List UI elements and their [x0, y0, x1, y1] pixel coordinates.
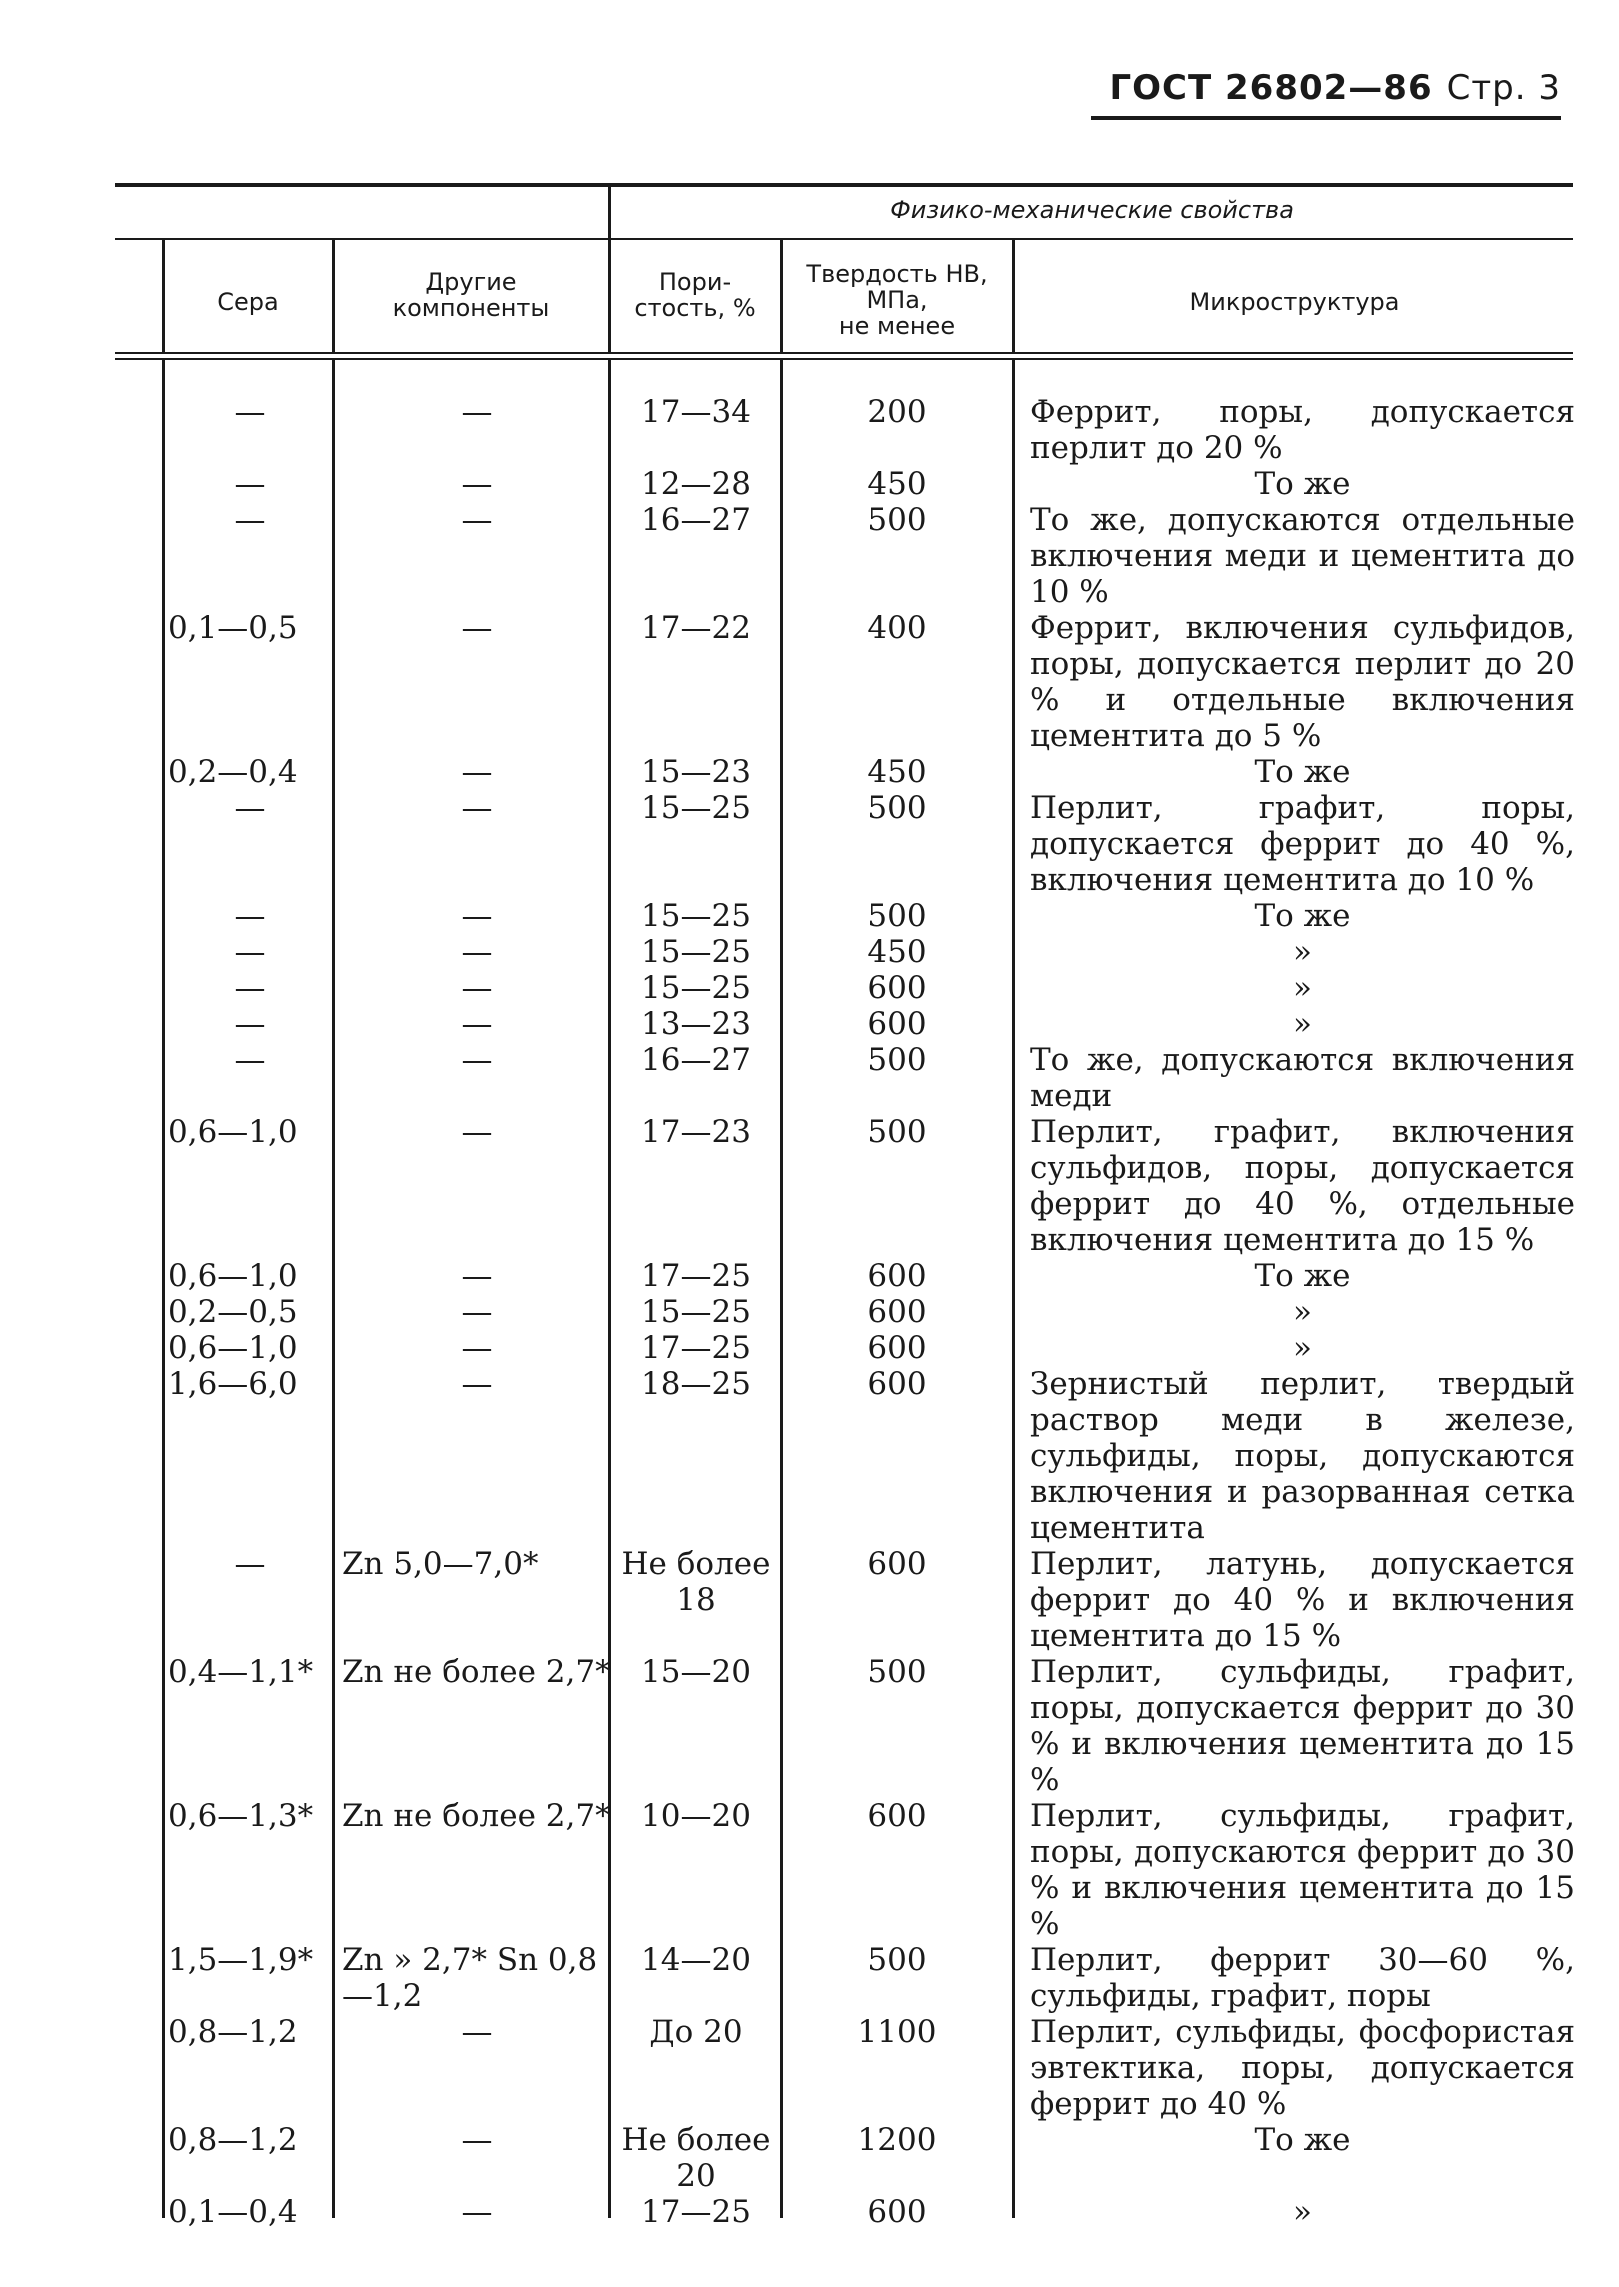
cell-micro: Перлит, сульфиды, фосфористая эвтектика, поры, допускается феррит до 40 % [1030, 2014, 1575, 2122]
cell-hard: 600 [867, 1006, 927, 1042]
cell-sulfur: 0,2—0,4 [168, 754, 298, 790]
cell-por: 17—25 [641, 1258, 751, 1294]
column-divider [780, 360, 783, 2218]
cell-sulfur: — [234, 1006, 266, 1042]
cell-por: 17—25 [641, 2194, 751, 2230]
cell-sulfur: — [234, 970, 266, 1006]
cell-other: — [461, 1006, 493, 1042]
cell-hard: 600 [867, 1258, 927, 1294]
cell-sulfur: — [234, 502, 266, 538]
cell-micro: Зернистый перлит, твердый раствор меди в железе, сульфиды, поры, допускаются включения и разорванная сетка цементита [1030, 1366, 1575, 1546]
cell-other: — [461, 934, 493, 970]
cell-micro: То же, допускаются отдельные включения меди и цементита до 10 % [1030, 502, 1575, 610]
cell-micro: Перлит, сульфиды, графит, поры, допускается феррит до 30 % и включения цементита до 15 % [1030, 1654, 1575, 1798]
cell-sulfur: 0,6—1,0 [168, 1258, 298, 1294]
cell-por: 15—23 [641, 754, 751, 790]
page-number: Стр. 3 [1446, 68, 1561, 108]
cell-hard: 600 [867, 2194, 927, 2230]
cell-por: 15—25 [641, 970, 751, 1006]
cell-por: 17—34 [641, 394, 751, 430]
cell-hard: 200 [867, 394, 927, 430]
cell-sulfur: — [234, 934, 266, 970]
column-divider [1012, 360, 1015, 2218]
column-divider [332, 360, 335, 2218]
cell-micro: То же [1254, 466, 1351, 502]
cell-other: Zn 5,0—7,0* [342, 1546, 539, 1582]
cell-por: 12—28 [641, 466, 751, 502]
cell-other: — [461, 502, 493, 538]
table-top-rule [115, 183, 1573, 187]
cell-hard: 600 [867, 1330, 927, 1366]
cell-micro: Феррит, включения сульфидов, поры, допускается перлит до 20 % и отдельные включения цементита до 5 % [1030, 610, 1575, 754]
cell-por: 16—27 [641, 502, 751, 538]
cell-micro: » [1293, 2194, 1312, 2230]
cell-micro: Перлит, сульфиды, графит, поры, допускаются феррит до 30 % и включения цементита до 15 % [1030, 1798, 1575, 1942]
cell-sulfur: 1,6—6,0 [168, 1366, 298, 1402]
cell-other: — [461, 2194, 493, 2230]
cell-hard: 1100 [857, 2014, 937, 2050]
cell-other: — [461, 790, 493, 826]
cell-micro: То же, допускаются включения меди [1030, 1042, 1575, 1114]
cell-other: — [461, 394, 493, 430]
cell-other: — [461, 2122, 493, 2158]
col-header-porosity: Пори- стость, % [634, 268, 756, 322]
cell-hard: 500 [867, 1654, 927, 1690]
col-header-other: Другие компоненты [392, 268, 550, 322]
cell-hard: 600 [867, 1294, 927, 1330]
cell-other: Zn не более 2,7* [342, 1798, 611, 1834]
cell-micro: » [1293, 970, 1312, 1006]
cell-micro: Перлит, графит, включения сульфидов, поры, допускается феррит до 40 %, отдельные включения цементита до 15 % [1030, 1114, 1575, 1258]
cell-sulfur: 0,6—1,3* [168, 1798, 314, 1834]
cell-micro: Феррит, поры, допускается перлит до 20 % [1030, 394, 1575, 466]
cell-hard: 600 [867, 970, 927, 1006]
cell-other: — [461, 1330, 493, 1366]
cell-sulfur: — [234, 1042, 266, 1078]
cell-sulfur: 0,1—0,5 [168, 610, 298, 646]
cell-micro: » [1293, 934, 1312, 970]
cell-por: 17—23 [641, 1114, 751, 1150]
cell-sulfur: — [234, 466, 266, 502]
cell-por: 15—25 [641, 790, 751, 826]
cell-other: — [461, 2014, 493, 2050]
cell-sulfur: 0,2—0,5 [168, 1294, 298, 1330]
column-divider [780, 238, 783, 353]
cell-sulfur: 0,8—1,2 [168, 2014, 298, 2050]
cell-micro: » [1293, 1294, 1312, 1330]
cell-other: — [461, 1294, 493, 1330]
cell-por: 17—22 [641, 610, 751, 646]
cell-hard: 500 [867, 898, 927, 934]
cell-other: Zn » 2,7* Sn 0,8—1,2 [342, 1942, 598, 2014]
cell-hard: 400 [867, 610, 927, 646]
cell-micro: То же [1254, 1258, 1351, 1294]
cell-sulfur: 0,6—1,0 [168, 1330, 298, 1366]
cell-other: — [461, 1366, 493, 1402]
cell-hard: 500 [867, 1114, 927, 1150]
cell-hard: 600 [867, 1366, 927, 1402]
cell-hard: 450 [867, 466, 927, 502]
col-header-microstructure: Микроструктура [1189, 288, 1400, 316]
cell-other: — [461, 1042, 493, 1078]
cell-sulfur: 0,6—1,0 [168, 1114, 298, 1150]
column-divider [162, 360, 165, 2218]
cell-other: — [461, 1258, 493, 1294]
cell-sulfur: — [234, 394, 266, 430]
cell-hard: 500 [867, 502, 927, 538]
cell-micro: То же [1254, 898, 1351, 934]
cell-por: 15—25 [641, 898, 751, 934]
cell-other: — [461, 970, 493, 1006]
cell-hard: 500 [867, 790, 927, 826]
cell-por: 15—20 [641, 1654, 751, 1690]
cell-hard: 500 [867, 1942, 927, 1978]
cell-sulfur: 0,4—1,1* [168, 1654, 314, 1690]
column-divider [1012, 238, 1015, 353]
cell-sulfur: — [234, 1546, 266, 1582]
cell-sulfur: 0,1—0,4 [168, 2194, 298, 2230]
standard-number: ГОСТ 26802—86 [1109, 68, 1433, 108]
cell-other: — [461, 898, 493, 934]
cell-micro: Перлит, графит, поры, допускается феррит до 40 %, включения цементита до 10 % [1030, 790, 1575, 898]
cell-micro: То же [1254, 754, 1351, 790]
cell-micro: Перлит, латунь, допускается феррит до 40 % и включения цементита до 15 % [1030, 1546, 1575, 1654]
cell-hard: 500 [867, 1042, 927, 1078]
cell-micro: Перлит, феррит 30—60 %, сульфиды, графит, поры [1030, 1942, 1575, 2014]
cell-hard: 600 [867, 1546, 927, 1582]
column-divider [332, 238, 335, 353]
cell-hard: 600 [867, 1798, 927, 1834]
cell-other: Zn не более 2,7* [342, 1654, 611, 1690]
cell-sulfur: 0,8—1,2 [168, 2122, 298, 2158]
cell-other: — [461, 610, 493, 646]
group-title: Физико-механические свойства [890, 196, 1294, 224]
cell-por: 13—23 [641, 1006, 751, 1042]
cell-micro: » [1293, 1006, 1312, 1042]
page-header [1091, 68, 1561, 120]
cell-other: — [461, 1114, 493, 1150]
cell-por: До 20 [649, 2014, 743, 2050]
cell-por: 10—20 [641, 1798, 751, 1834]
cell-hard: 450 [867, 754, 927, 790]
cell-por: 15—25 [641, 934, 751, 970]
cell-por: Не более 20 [621, 2122, 771, 2194]
cell-sulfur: — [234, 790, 266, 826]
cell-other: — [461, 466, 493, 502]
cell-other: — [461, 754, 493, 790]
column-divider [162, 238, 165, 353]
cell-por: 17—25 [641, 1330, 751, 1366]
cell-por: Не более 18 [621, 1546, 771, 1618]
cell-micro: То же [1254, 2122, 1351, 2158]
cell-sulfur: 1,5—1,9* [168, 1942, 314, 1978]
cell-micro: » [1293, 1330, 1312, 1366]
cell-sulfur: — [234, 898, 266, 934]
cell-hard: 1200 [857, 2122, 937, 2158]
col-header-hardness: Твердость НВ, МПа, не менее [806, 260, 988, 340]
cell-por: 18—25 [641, 1366, 751, 1402]
cell-por: 16—27 [641, 1042, 751, 1078]
cell-hard: 450 [867, 934, 927, 970]
cell-por: 15—25 [641, 1294, 751, 1330]
cell-por: 14—20 [641, 1942, 751, 1978]
col-header-sulfur: Сера [217, 288, 279, 316]
